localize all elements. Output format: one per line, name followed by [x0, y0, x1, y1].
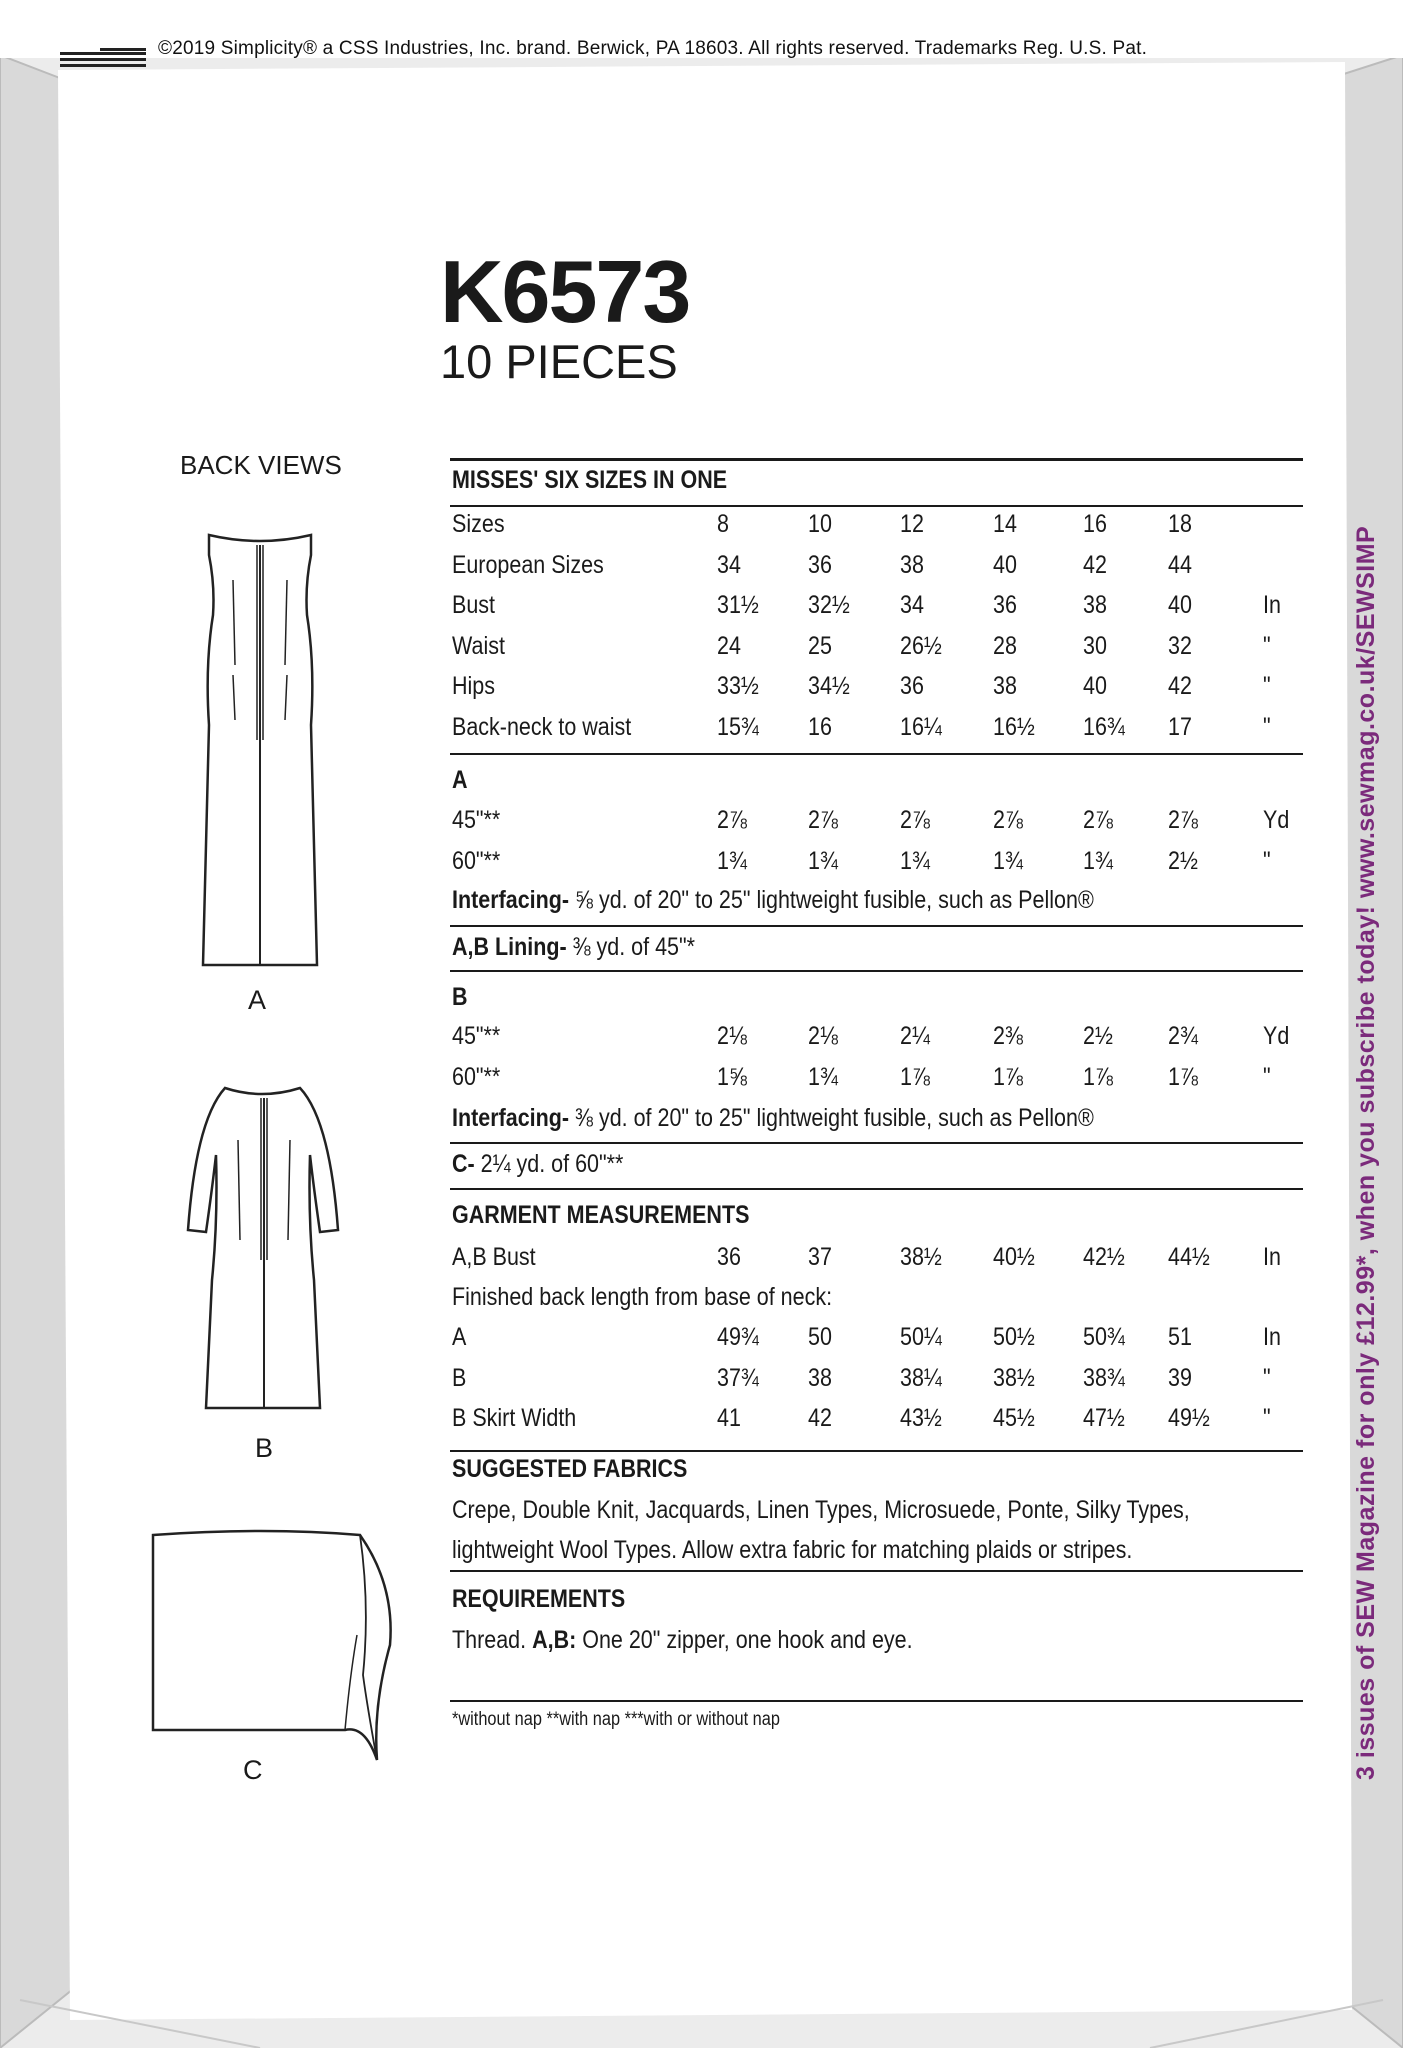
row-value: 47½ [1083, 1404, 1125, 1432]
row-value: 42 [1083, 551, 1107, 579]
row-value: 50 [808, 1323, 832, 1351]
row-value: 15¾ [717, 713, 759, 741]
row-value: 2½ [1168, 847, 1198, 875]
interfacing-label: Interfacing- [452, 886, 570, 914]
row-value: 38 [808, 1364, 832, 1392]
rule [450, 925, 1303, 927]
rule [450, 1700, 1303, 1702]
row-value: 50½ [993, 1323, 1035, 1351]
row-value: 38½ [993, 1364, 1035, 1392]
row-value: 38½ [900, 1243, 942, 1271]
chart-title: MISSES' SIX SIZES IN ONE [452, 466, 728, 494]
row-value: 40½ [993, 1243, 1035, 1271]
row-value: 44½ [1168, 1243, 1210, 1271]
requirements-text [452, 1628, 913, 1653]
row-value: 1¾ [1083, 847, 1113, 875]
rule [450, 753, 1303, 755]
row-unit: " [1263, 713, 1271, 741]
row-value: 44 [1168, 551, 1192, 579]
row-value: 38 [900, 551, 924, 579]
fabrics-heading: SUGGESTED FABRICS [452, 1455, 688, 1483]
row-value: 17 [1168, 713, 1192, 741]
finished-length-label: Finished back length from base of neck: [452, 1283, 833, 1311]
row-unit: " [1263, 1364, 1271, 1392]
rule [450, 505, 1303, 507]
rule [450, 1570, 1303, 1572]
view-c-sketch [145, 1525, 405, 1765]
row-value: 2¼ [900, 1022, 930, 1050]
row-unit: " [1263, 632, 1271, 660]
row-value: 41 [717, 1404, 741, 1432]
row-value: 34 [717, 551, 741, 579]
row-value: 8 [717, 510, 729, 538]
row-value: 10 [808, 510, 832, 538]
view-a-label: A [248, 985, 267, 1015]
row-value: 36 [900, 672, 924, 700]
lining-line [452, 935, 695, 960]
row-label: European Sizes [452, 551, 604, 579]
row-value: 34 [900, 591, 924, 619]
row-value: 1¾ [993, 847, 1023, 875]
row-unit: Yd [1263, 806, 1290, 834]
row-value: 1⅞ [993, 1063, 1023, 1091]
view-b-sketch [180, 1080, 345, 1415]
row-value: 38¾ [1083, 1364, 1125, 1392]
row-label: Bust [452, 591, 496, 619]
interfacing-text: ⅜ yd. of 20" to 25" lightweight fusible, such as Pellon® [569, 1104, 1094, 1132]
row-value: 32 [1168, 632, 1192, 660]
row-label: Sizes [452, 510, 505, 538]
row-label: B Skirt Width [452, 1404, 577, 1432]
copyright-line: ©2019 Simplicity® a CSS Industries, Inc. brand. Berwick, PA 18603. All rights reserved. Trademarks Reg. U.S. Pat. [158, 38, 1148, 59]
row-value: 37 [808, 1243, 832, 1271]
back-views-heading: BACK VIEWS [180, 450, 342, 480]
row-value: 2⅞ [717, 806, 747, 834]
side-banner: 3 issues of SEW Magazine for only £12.99*, when you subscribe today! www.sewmag.co.uk/SEWSIMP [1352, 525, 1380, 1780]
row-value: 42 [808, 1404, 832, 1432]
requirements-views: A,B: [532, 1626, 577, 1654]
row-label: 60"** [452, 1063, 501, 1091]
row-value: 33½ [717, 672, 759, 700]
row-value: 2⅜ [993, 1022, 1023, 1050]
row-value: 1¾ [717, 847, 747, 875]
view-b-heading: B [452, 983, 468, 1011]
row-value: 36 [993, 591, 1017, 619]
rule [450, 1188, 1303, 1190]
lining-text: ⅜ yd. of 45"* [566, 933, 696, 961]
pattern-number: K6573 [440, 242, 690, 341]
row-value: 26½ [900, 632, 942, 660]
row-value: 38 [993, 672, 1017, 700]
row-value: 18 [1168, 510, 1192, 538]
row-label: Hips [452, 672, 496, 700]
row-label: Waist [452, 632, 505, 660]
row-value: 2⅞ [1168, 806, 1198, 834]
row-value: 16 [1083, 510, 1107, 538]
row-value: 2½ [1083, 1022, 1113, 1050]
row-value: 2⅞ [808, 806, 838, 834]
row-value: 31½ [717, 591, 759, 619]
row-value: 40 [1168, 591, 1192, 619]
view-b-label: B [255, 1433, 274, 1463]
footnote: *without nap **with nap ***with or without nap [452, 1709, 780, 1730]
row-value: 45½ [993, 1404, 1035, 1432]
row-unit: " [1263, 1404, 1271, 1432]
row-label: 45"** [452, 1022, 501, 1050]
row-value: 16½ [993, 713, 1035, 741]
row-unit: " [1263, 1063, 1271, 1091]
row-value: 38 [1083, 591, 1107, 619]
row-value: 36 [717, 1243, 741, 1271]
row-value: 40 [1083, 672, 1107, 700]
row-unit: " [1263, 847, 1271, 875]
interfacing-text: ⅝ yd. of 20" to 25" lightweight fusible, such as Pellon® [569, 886, 1094, 914]
row-label: A [452, 1323, 467, 1351]
row-value: 16 [808, 713, 832, 741]
row-value: 42 [1168, 672, 1192, 700]
row-value: 38¼ [900, 1364, 942, 1392]
row-unit: In [1263, 591, 1281, 619]
row-value: 34½ [808, 672, 850, 700]
view-a-sketch [195, 525, 325, 970]
row-value: 40 [993, 551, 1017, 579]
row-value: 42½ [1083, 1243, 1125, 1271]
row-value: 39 [1168, 1364, 1192, 1392]
row-label: Back-neck to waist [452, 713, 632, 741]
row-value: 30 [1083, 632, 1107, 660]
row-value: 1⅝ [717, 1063, 747, 1091]
requirements-pre: Thread. [452, 1626, 533, 1654]
row-value: 1⅞ [1168, 1063, 1198, 1091]
row-value: 1¾ [900, 847, 930, 875]
row-value: 2⅛ [717, 1022, 747, 1050]
row-value: 2⅞ [993, 806, 1023, 834]
row-value: 1⅞ [900, 1063, 930, 1091]
row-value: 16¾ [1083, 713, 1125, 741]
view-c-label: C [243, 1755, 263, 1785]
row-unit: Yd [1263, 1022, 1290, 1050]
row-value: 49¾ [717, 1323, 759, 1351]
fabrics-line-1: Crepe, Double Knit, Jacquards, Linen Types, Microsuede, Ponte, Silky Types, [452, 1496, 1190, 1524]
row-unit: In [1263, 1243, 1281, 1271]
row-label: B [452, 1364, 467, 1392]
row-value: 14 [993, 510, 1017, 538]
view-c-yardage-label: C- [452, 1150, 475, 1178]
row-value: 28 [993, 632, 1017, 660]
row-value: 25 [808, 632, 832, 660]
row-label: 60"** [452, 847, 501, 875]
row-label: 45"** [452, 806, 501, 834]
rule [450, 970, 1303, 972]
requirements-heading: REQUIREMENTS [452, 1585, 626, 1613]
rule [450, 1450, 1303, 1452]
row-unit: In [1263, 1323, 1281, 1351]
pieces-count: 10 PIECES [440, 335, 678, 388]
view-c-yardage-text: 2¼ yd. of 60"** [474, 1150, 624, 1178]
row-value: 2⅛ [808, 1022, 838, 1050]
row-unit: " [1263, 672, 1271, 700]
view-b-interfacing [452, 1106, 1094, 1131]
row-value: 36 [808, 551, 832, 579]
view-c-line [452, 1152, 623, 1177]
row-value: 16¼ [900, 713, 942, 741]
row-value: 50¼ [900, 1323, 942, 1351]
view-a-heading: A [452, 766, 468, 794]
fabrics-line-2: lightweight Wool Types. Allow extra fabric for matching plaids or stripes. [452, 1536, 1133, 1564]
row-value: 43½ [900, 1404, 942, 1432]
row-value: 37¾ [717, 1364, 759, 1392]
rule [450, 458, 1303, 461]
row-value: 24 [717, 632, 741, 660]
requirements-post: One 20" zipper, one hook and eye. [576, 1626, 913, 1654]
row-value: 32½ [808, 591, 850, 619]
row-value: 1¾ [808, 1063, 838, 1091]
row-value: 12 [900, 510, 924, 538]
row-value: 49½ [1168, 1404, 1210, 1432]
row-value: 1⅞ [1083, 1063, 1113, 1091]
row-value: 2¾ [1168, 1022, 1198, 1050]
rule [450, 1142, 1303, 1144]
row-value: 51 [1168, 1323, 1192, 1351]
interfacing-label: Interfacing- [452, 1104, 570, 1132]
row-value: 2⅞ [1083, 806, 1113, 834]
lining-label: A,B Lining- [452, 933, 567, 961]
view-a-interfacing [452, 888, 1094, 913]
row-value: 50¾ [1083, 1323, 1125, 1351]
garment-heading: GARMENT MEASUREMENTS [452, 1201, 750, 1229]
row-value: 1¾ [808, 847, 838, 875]
row-value: 2⅞ [900, 806, 930, 834]
row-label: A,B Bust [452, 1243, 536, 1271]
